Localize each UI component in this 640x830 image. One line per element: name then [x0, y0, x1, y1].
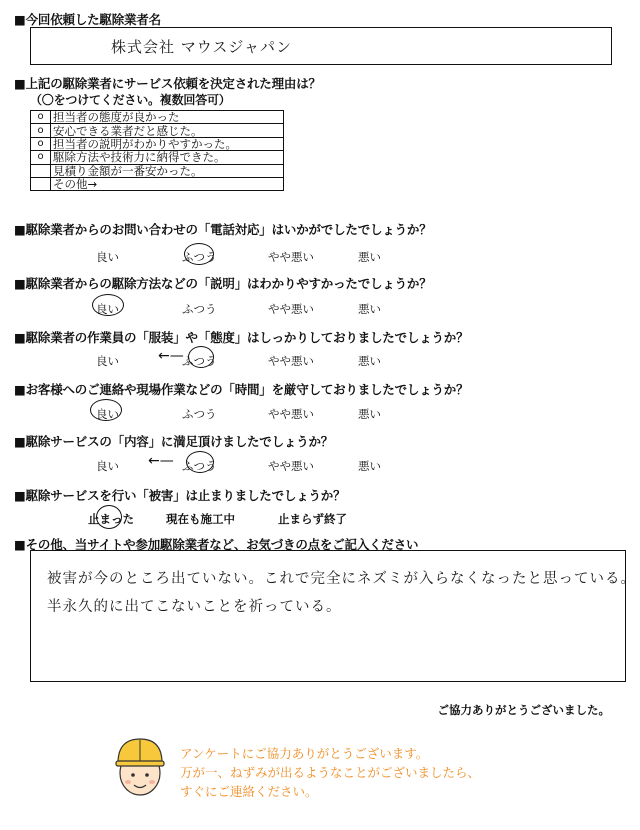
question-heading: ■駆除業者からの駆除方法などの「説明」はわかりやすかったでしょうか？: [14, 276, 432, 291]
answer-circle: [90, 399, 122, 421]
reason-table: [30, 110, 284, 191]
option-item[interactable]: ふつう: [182, 302, 217, 316]
reason-label: 担当者の説明がわかりやすかった。: [51, 137, 284, 150]
mascot-icon: [112, 733, 168, 801]
reason-mark[interactable]: o: [31, 124, 51, 137]
option-item[interactable]: 悪い: [358, 407, 381, 421]
reason-label: その他→: [51, 177, 284, 190]
option-item[interactable]: ふつう: [182, 354, 217, 368]
reason-label: 担当者の態度が良かった: [51, 111, 284, 124]
reason-row[interactable]: [31, 177, 284, 190]
reason-row[interactable]: [31, 151, 284, 164]
reason-mark[interactable]: o: [31, 111, 51, 124]
question-heading: ■お客様へのご連絡や現場作業などの「時間」を厳守しておりましたでしょうか？: [14, 382, 469, 397]
option-item[interactable]: 悪い: [358, 250, 381, 264]
answer-circle: [184, 243, 214, 265]
option-item[interactable]: 悪い: [358, 354, 381, 368]
question-heading: ■駆除業者の作業員の「服装」や「態度」はしっかりしておりましたでしょうか？: [14, 330, 469, 345]
option-item[interactable]: 良い: [96, 459, 119, 473]
reason-mark[interactable]: [31, 177, 51, 190]
option-item[interactable]: 止まった: [88, 512, 134, 526]
footer-line-2: 万が一、ねずみが出るようなことがございましたら、: [180, 765, 481, 780]
option-item[interactable]: ふつう: [182, 407, 217, 421]
reason-note: （〇をつけてください。複数回答可）: [30, 93, 231, 107]
company-answer-box[interactable]: [30, 27, 612, 65]
option-item[interactable]: ふつう: [182, 459, 217, 473]
comments-box[interactable]: [30, 550, 636, 682]
reason-label: 見積り金額が一番安かった。: [51, 164, 284, 177]
option-item[interactable]: やや悪い: [268, 250, 314, 264]
option-item[interactable]: 悪い: [358, 302, 381, 316]
reason-row[interactable]: [31, 111, 284, 124]
company-answer: 株式会社 マウスジャパン: [111, 38, 293, 56]
comment-line-1: 被害が今のところ出ていない。これで完全にネズミが入らなくなったと思っている。: [47, 571, 636, 587]
reason-heading: ■上記の駆除業者にサービス依頼を決定された理由は？: [14, 76, 321, 91]
arrow-icon: ←—: [148, 453, 174, 469]
company-heading: ■今回依頼した駆除業者名: [14, 12, 161, 27]
option-item[interactable]: ふつう: [182, 250, 217, 264]
answer-circle: [92, 294, 124, 316]
option-item[interactable]: 良い: [96, 250, 119, 264]
question-heading: ■駆除業者からのお問い合わせの「電話対応」はいかがでしたでしょうか？: [14, 222, 432, 237]
question-options: [0, 353, 640, 369]
reason-mark[interactable]: [31, 164, 51, 177]
reason-row[interactable]: [31, 137, 284, 150]
option-item[interactable]: やや悪い: [268, 302, 314, 316]
option-item[interactable]: 悪い: [358, 459, 381, 473]
option-item[interactable]: 良い: [96, 407, 119, 421]
answer-circle: [96, 505, 122, 529]
question-options: [0, 458, 640, 474]
comments-heading: ■その他、当サイトや参加駆除業者など、お気づきの点をご記入ください: [14, 537, 419, 552]
option-item[interactable]: 現在も施工中: [166, 512, 235, 526]
reason-label: 安心できる業者だと感じた。: [51, 124, 284, 137]
question-heading: ■駆除サービスの「内容」に満足頂けましたでしょうか？: [14, 434, 334, 449]
reason-mark[interactable]: o: [31, 151, 51, 164]
option-item[interactable]: やや悪い: [268, 407, 314, 421]
answer-circle: [188, 346, 214, 368]
option-item[interactable]: やや悪い: [268, 354, 314, 368]
question-options: [0, 249, 640, 265]
answer-circle: [186, 451, 214, 473]
reason-label: 駆除方法や技術力に納得できた。: [51, 151, 284, 164]
footer-line-1: アンケートにご協力ありがとうございます。: [180, 746, 429, 761]
thanks-text: ご協力ありがとうございました。: [437, 703, 610, 717]
option-item[interactable]: 良い: [96, 302, 119, 316]
reason-row[interactable]: [31, 124, 284, 137]
footer-message: [180, 744, 480, 801]
arrow-icon: ←—: [158, 348, 184, 364]
footer-line-3: すぐにご連絡ください。: [180, 784, 318, 799]
reason-row[interactable]: [31, 164, 284, 177]
comment-line-2: 半永久的に出てこないことを祈っている。: [47, 599, 342, 615]
option-item[interactable]: 止まらず終了: [278, 512, 347, 526]
reason-mark[interactable]: o: [31, 137, 51, 150]
question-heading: ■駆除サービスを行い「被害」は止まりましたでしょうか？: [14, 488, 346, 503]
option-item[interactable]: 良い: [96, 354, 119, 368]
option-item[interactable]: やや悪い: [268, 459, 314, 473]
